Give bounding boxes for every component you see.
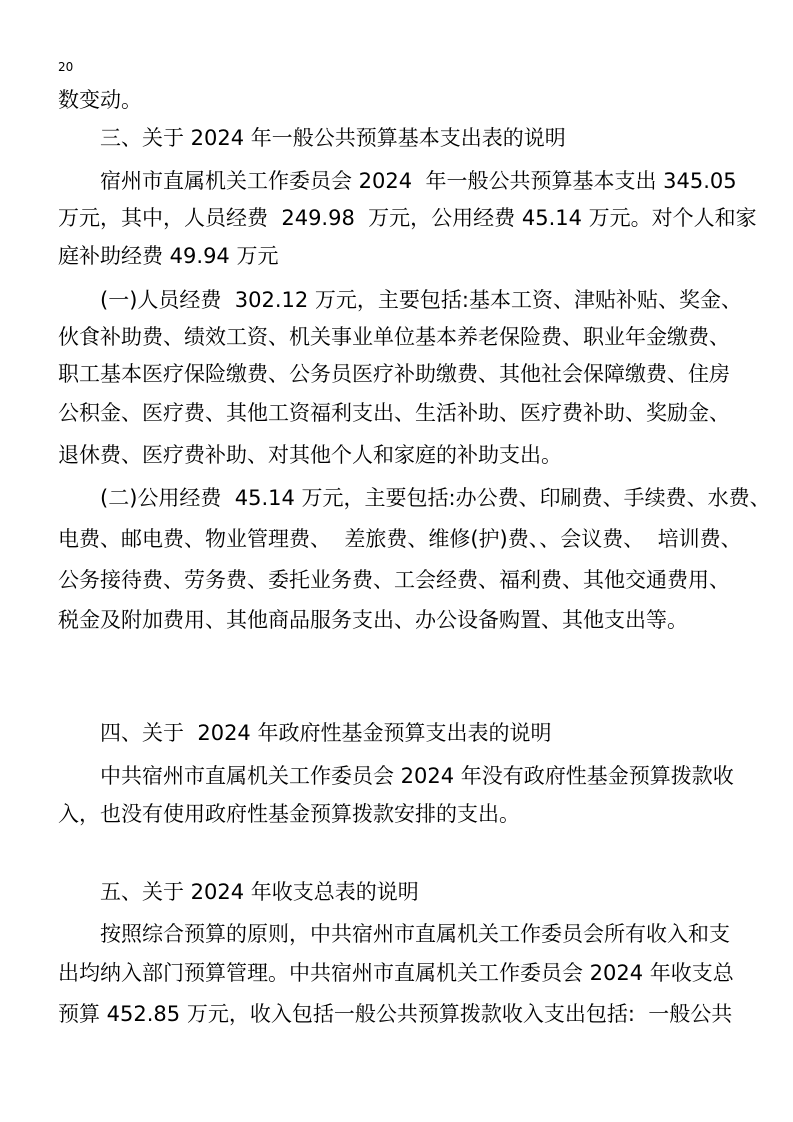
- section-heading-3: 三、关于 2024 年一般公共预算基本支出表的说明: [100, 126, 566, 150]
- paragraph-line: 公务接待费、劳务费、委托业务费、工会经费、福利费、其他交通费用、: [58, 568, 730, 592]
- paragraph-line: 中共宿州市直属机关工作委员会 2024 年没有政府性基金预算拨款收: [100, 764, 734, 788]
- paragraph-line: (二)公用经费 45.14 万元，主要包括:办公费、印刷费、手续费、水费、: [100, 486, 771, 510]
- paragraph-line: 入，也没有使用政府性基金预算拨款安排的支出。: [58, 802, 520, 826]
- paragraph-line: 伙食补助费、绩效工资、机关事业单位基本养老保险费、职业年金缴费、: [58, 325, 730, 349]
- paragraph-line: 预算 452.85 万元，收入包括一般公共预算拨款收入支出包括: 一般公共: [58, 1002, 733, 1026]
- paragraph-line: 庭补助经费 49.94 万元: [58, 244, 279, 268]
- paragraph-line: (一)人员经费 302.12 万元，主要包括:基本工资、津贴补贴、奖金、: [100, 288, 742, 312]
- paragraph-line: 职工基本医疗保险缴费、公务员医疗补助缴费、其他社会保障缴费、住房: [58, 362, 730, 386]
- paragraph-line: 宿州市直属机关工作委员会 2024 年一般公共预算基本支出 345.05: [100, 169, 737, 193]
- line-continuation: 数变动。: [58, 88, 142, 112]
- page-number: 20: [58, 60, 74, 74]
- section-heading-4: 四、关于 2024 年政府性基金预算支出表的说明: [100, 721, 552, 745]
- paragraph-line: 按照综合预算的原则，中共宿州市直属机关工作委员会所有收入和支: [100, 922, 730, 946]
- paragraph-line: 公积金、医疗费、其他工资福利支出、生活补助、医疗费补助、奖励金、: [58, 401, 730, 425]
- section-heading-5: 五、关于 2024 年收支总表的说明: [100, 880, 419, 904]
- paragraph-line: 电费、邮电费、物业管理费、 差旅费、维修(护)费、、会议费、 培训费、: [58, 527, 742, 551]
- paragraph-line: 出均纳入部门预算管理。中共宿州市直属机关工作委员会 2024 年收支总: [58, 961, 734, 985]
- paragraph-line: 万元，其中，人员经费 249.98 万元，公用经费 45.14 万元。对个人和家: [58, 206, 757, 230]
- paragraph-line: 税金及附加费用、其他商品服务支出、办公设备购置、其他支出等。: [58, 608, 688, 632]
- paragraph-line: 退休费、医疗费补助、对其他个人和家庭的补助支出。: [58, 443, 562, 467]
